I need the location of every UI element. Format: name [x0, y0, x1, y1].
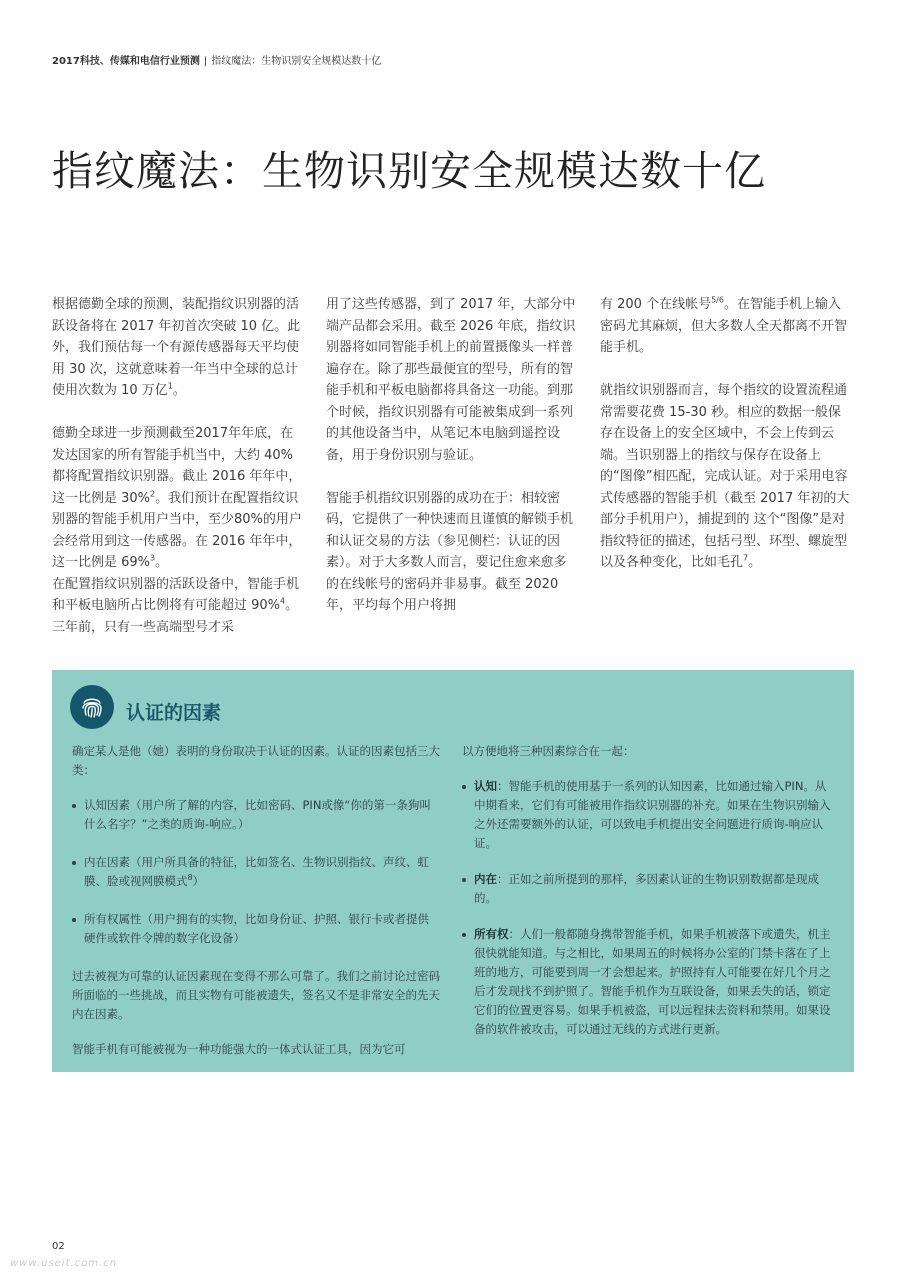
paragraph: 智能手机有可能被视为一种功能强大的一体式认证工具，因为它可	[72, 1042, 406, 1056]
paragraph: 过去被视为可靠的认证因素现在变得不那么可靠了。我们之前讨论过密码所面临的一些挑战，而且实物有可能被遗失，签名又不是非常安全的先天内在因素。	[72, 969, 440, 1021]
sidebar-intro: 确定某人是他（她）表明的身份取决于认证的因素。认证的因素包括三大类：	[72, 744, 440, 777]
sidebar-box	[52, 670, 854, 1072]
header-report-name: 2017科技、传媒和电信行业预测	[52, 56, 200, 67]
body-column-3	[600, 294, 850, 595]
sidebar-right-column	[462, 742, 834, 1056]
list-item: 内在因素（用户所具备的特征，比如签名、生物识别指纹、声纹、虹膜、脸或视网膜模式$^8$）	[72, 853, 440, 891]
paragraph: 就指纹识别器而言，每个指纹的设置流程通常需要花费 15-30 秒。相应的数据一般保存在设备上的安全区域中，不会上传到云端。当识别器上的指纹与保存在设备上的“图像”相匹配，完成认证。对于采用电容式传感器的智能手机（截至 2017 年初的大部分手机用户），捕捉到的 这个“图像”是对指纹特征的描述，包括弓型、环型、螺旋型以及各种变化，比如毛孔$^7$。	[600, 383, 850, 570]
paragraph: 有 200 个在线帐号$^{5/6}$。在智能手机上输入密码尤其麻烦，但大多数人全天都离不开智能手机。	[600, 295, 848, 355]
paragraph: 在配置指纹识别器的活跃设备中，智能手机和平板电脑所占比例将有可能超过 90%$^4$。三年前，只有一些高端型号才采	[52, 576, 300, 635]
factor-detail-list	[462, 777, 834, 1039]
running-header	[52, 52, 381, 67]
body-column-1	[52, 294, 302, 638]
page-title: 指纹魔法：生物识别安全规模达数十亿	[52, 147, 766, 195]
paragraph: 德勤全球进一步预测截至2017年年底，在发达国家的所有智能手机当中，大约 40% 都将配置指纹识别器。截止 2016 年年中，这一比例是 30%$^2$。我们预计在配置指纹识别器的智能手机用户当中，至少80%的用户会经常用到这一传感器。在 2016 年年中，这一比例是 69%$^3$。	[52, 426, 302, 570]
sidebar-title: 认证的因素	[126, 702, 222, 724]
sidebar-intro: 以方便地将三种因素综合在一起：	[462, 744, 635, 758]
fingerprint-icon	[70, 685, 114, 729]
paragraph: 智能手机指纹识别器的成功在于：相较密码，它提供了一种快速而且谨慎的解锁手机和认证交易的方法（参见侧栏：认证的因素）。对于大多数人而言，要记住愈来愈多的在线帐号的密码并非易事。截至 2020 年，平均每个用户将拥	[326, 490, 574, 613]
paragraph: 用了这些传感器，到了 2017 年，大部分中端产品都会采用。截至 2026 年底，指纹识别器将如同智能手机上的前置摄像头一样普遍存在。除了那些最便宜的型号，所有的智能手机和平板电脑都将具备这一功能。到那个时候，指纹识别器有可能被集成到一系列的其他设备当中，从笔记本电脑到遥控设备，用于身份识别与验证。	[326, 297, 576, 463]
body-column-2	[326, 294, 576, 638]
list-item: 所有权属性（用户拥有的实物，比如身份证、护照、银行卡或者提供硬件或软件令牌的数字化设备）	[72, 910, 440, 948]
header-separator: |	[203, 56, 208, 67]
paragraph: 根据德勤全球的预测，装配指纹识别器的活跃设备将在 2017 年初首次突破 10 亿。此外，我们预估每一个有源传感器每天平均使用 30 次，这就意味着一年当中全球的总计使用次数为 10 万亿$^1$。	[52, 297, 301, 398]
header-section-name: 指纹魔法：生物识别安全规模达数十亿	[211, 56, 382, 67]
list-item: 所有权：人们一般都随身携带智能手机，如果手机被落下或遗失，机主很快就能知道。与之相比，如果周五的时候将办公室的门禁卡落在了上班的地方，可能要到周一才会想起来。护照持有人可能要在好几个月之后才发现找不到护照了。智能手机作为互联设备，如果丢失的话，锁定它们的位置更容易。如果手机被盗，可以远程抹去资料和禁用。如果设备的软件被攻击，可以通过无线的方式进行更新。	[462, 925, 834, 1039]
list-item: 认知因素（用户所了解的内容，比如密码、PIN或像“你的第一条狗叫什么名字？”之类的质询-响应。）	[72, 796, 440, 834]
watermark: www.useit.com.cn	[10, 1258, 118, 1269]
page-number: 02	[52, 1241, 65, 1252]
factor-list	[72, 796, 440, 948]
list-item: 认知：智能手机的使用基于一系列的认知因素，比如通过输入PIN。从中期看来，它们有可能被用作指纹识别器的补充。如果在生物识别输入之外还需要额外的认证，可以致电手机提出安全问题进行质询-响应认证。	[462, 777, 834, 853]
list-item: 内在：正如之前所提到的那样，多因素认证的生物识别数据都是现成的。	[462, 870, 834, 908]
sidebar-left-column	[72, 742, 440, 1075]
